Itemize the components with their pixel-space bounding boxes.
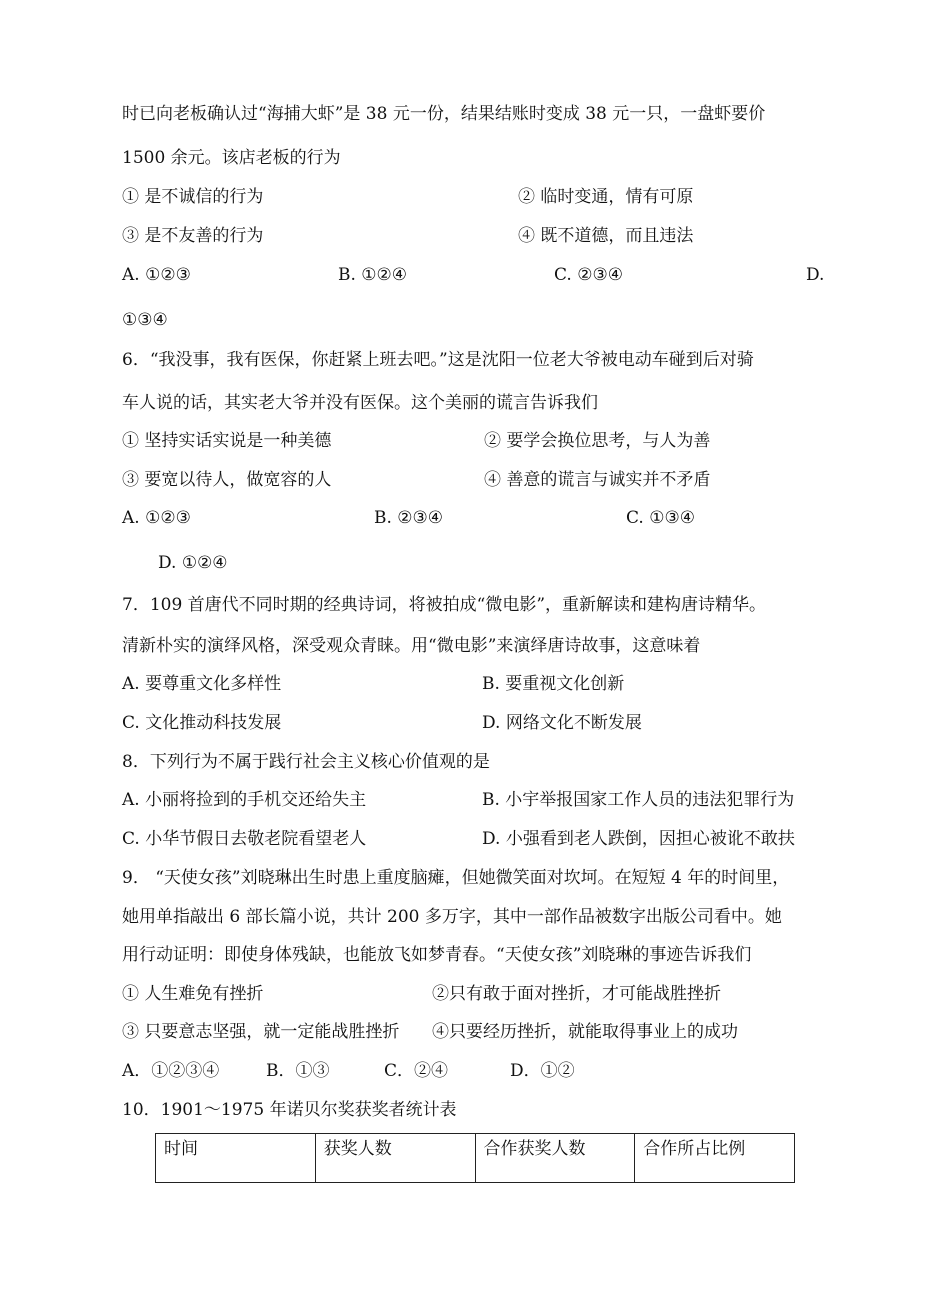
q9-option-4: ④只要经历挫折，就能取得事业上的成功 xyxy=(432,1022,738,1042)
q6-stem-line-2: 车人说的话，其实老大爷并没有医保。这个美丽的谎言告诉我们 xyxy=(122,393,598,413)
q7-stem-line-2: 清新朴实的演绎风格，深受观众青睐。用“微电影”来演绎唐诗故事，这意味着 xyxy=(122,636,701,656)
q7-choice-b: B. 要重视文化创新 xyxy=(482,674,625,694)
q6-choice-c: C. ①③④ xyxy=(626,508,695,528)
q8-choice-d: D. 小强看到老人跌倒，因担心被讹不敢扶 xyxy=(482,829,795,849)
q5-choice-b: B. ①②④ xyxy=(338,265,408,285)
table-header-cell: 时间 xyxy=(156,1134,316,1183)
q8-choice-c: C. 小华节假日去敬老院看望老人 xyxy=(122,829,367,849)
q5-stem-line-2: 1500 余元。该店老板的行为 xyxy=(122,148,341,168)
q10-stem: 10．1901～1975 年诺贝尔奖获奖者统计表 xyxy=(122,1100,457,1120)
table-header-cell: 合作获奖人数 xyxy=(475,1134,635,1183)
q9-choice-c: C．②④ xyxy=(384,1061,449,1081)
q7-choice-d: D. 网络文化不断发展 xyxy=(482,713,642,733)
q5-choice-d-continuation: ①③④ xyxy=(122,310,168,330)
q5-option-4: ④ 既不道德，而且违法 xyxy=(518,226,694,246)
q9-option-2: ②只有敢于面对挫折，才可能战胜挫折 xyxy=(432,984,721,1004)
q7-choice-c: C. 文化推动科技发展 xyxy=(122,713,282,733)
q7-stem-line-1: 7．109 首唐代不同时期的经典诗词，将被拍成“微电影”，重新解读和建构唐诗精华。 xyxy=(122,595,767,615)
q5-option-2: ② 临时变通，情有可原 xyxy=(518,187,694,207)
table-header-row xyxy=(156,1134,795,1183)
q5-option-1: ① 是不诚信的行为 xyxy=(122,187,264,207)
q7-choice-a: A. 要尊重文化多样性 xyxy=(122,674,282,694)
q6-stem-line-1: 6．“我没事，我有医保，你赶紧上班去吧。”这是沈阳一位老大爷被电动车碰到后对骑 xyxy=(122,350,754,370)
q9-option-3: ③ 只要意志坚强，就一定能战胜挫折 xyxy=(122,1022,400,1042)
nobel-statistics-table xyxy=(155,1133,795,1183)
table-header-cell: 获奖人数 xyxy=(315,1134,475,1183)
q6-choice-b: B. ②③④ xyxy=(374,508,444,528)
q8-choice-b: B. 小宇举报国家工作人员的违法犯罪行为 xyxy=(482,790,795,810)
q9-choice-a: A．①②③④ xyxy=(122,1061,220,1081)
q6-choice-d: D. ①②④ xyxy=(158,553,228,573)
q6-choice-a: A. ①②③ xyxy=(122,508,191,528)
q9-stem-line-2: 她用单指敲出 6 部长篇小说，共计 200 多万字，其中一部作品被数字出版公司看中。她 xyxy=(122,907,782,927)
q6-option-2: ② 要学会换位思考，与人为善 xyxy=(484,431,711,451)
q5-choice-a: A. ①②③ xyxy=(122,265,191,285)
q9-stem-line-3: 用行动证明：即使身体残缺，也能放飞如梦青春。“天使女孩”刘晓琳的事迹告诉我们 xyxy=(122,945,752,965)
q8-choice-a: A. 小丽将捡到的手机交还给失主 xyxy=(122,790,367,810)
q9-option-1: ① 人生难免有挫折 xyxy=(122,984,264,1004)
q6-option-4: ④ 善意的谎言与诚实并不矛盾 xyxy=(484,470,711,490)
q9-choice-d: D．①② xyxy=(510,1061,575,1081)
q8-stem: 8．下列行为不属于践行社会主义核心价值观的是 xyxy=(122,752,490,772)
q9-choice-b: B．①③ xyxy=(266,1061,330,1081)
q9-stem-line-1: 9． “天使女孩”刘晓琳出生时患上重度脑瘫，但她微笑面对坎坷。在短短 4 年的时间里， xyxy=(122,868,790,888)
table-header-cell: 合作所占比例 xyxy=(635,1134,795,1183)
q5-stem-line-1: 时已向老板确认过“海捕大虾”是 38 元一份，结果结账时变成 38 元一只，一盘虾要价 xyxy=(122,104,766,124)
q5-choice-c: C. ②③④ xyxy=(554,265,623,285)
q6-option-3: ③ 要宽以待人，做宽容的人 xyxy=(122,470,332,490)
q5-choice-d: D. xyxy=(806,265,825,285)
q5-option-3: ③ 是不友善的行为 xyxy=(122,226,264,246)
q6-option-1: ① 坚持实话实说是一种美德 xyxy=(122,431,332,451)
